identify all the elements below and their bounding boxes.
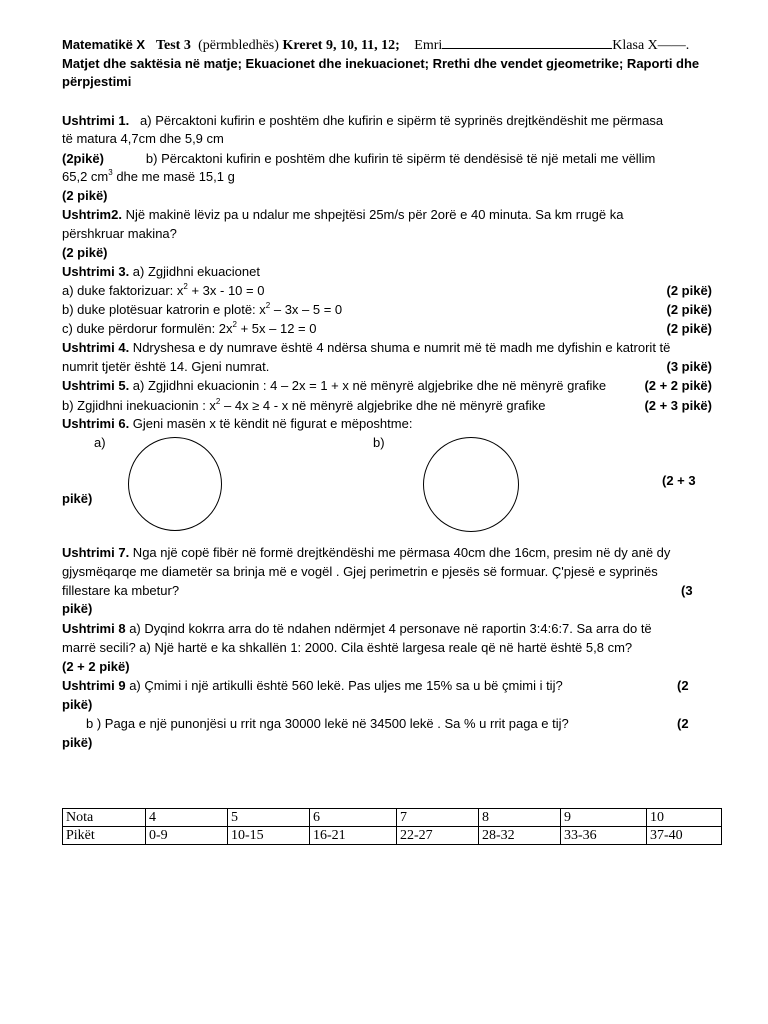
ex6-circle-b	[423, 437, 519, 532]
test-chapters: Kreret 9, 10, 11, 12;	[282, 38, 400, 53]
ex9-a	[62, 677, 563, 695]
grades-cell: 16-21	[310, 827, 397, 845]
ex1-a-line-1	[62, 112, 663, 130]
topics-line-2: përpjestimi	[62, 74, 132, 89]
ex3-c-equation: + 5x – 12 = 0	[236, 321, 317, 336]
ex3-c-points: (2 pikë)	[666, 321, 712, 336]
ex3-b-equation: – 3x – 5 = 0	[270, 302, 343, 317]
ex5-title: Ushtrimi 5.	[62, 378, 130, 393]
test-summary: (përmbledhës)	[198, 38, 279, 53]
grades-row-nota	[63, 809, 722, 827]
grades-cell: 33-36	[561, 827, 647, 845]
ex9-title: Ushtrimi 9	[62, 678, 126, 693]
test-title: Test 3	[155, 38, 191, 53]
name-label: Emri	[414, 38, 443, 53]
ex5-b-sup: 2	[215, 396, 221, 406]
ex8-line-1	[62, 620, 652, 638]
ex9-a-text: a) Çmimi i një artikulli është 560 lekë. Pas uljes me 15% sa u bë çmimi i tij?	[125, 678, 563, 693]
ex6-label-b: b)	[373, 435, 385, 450]
ex9-b: b ) Paga e një punonjësi u rrit nga 30000 lekë në 34500 lekë . Sa % u rrit paga e tij?	[86, 716, 569, 731]
ex7-title: Ushtrimi 7.	[62, 545, 130, 560]
ex6-circle-a	[128, 437, 222, 531]
grades-cell: 6	[310, 809, 397, 827]
ex3-a-equation: + 3x - 10 = 0	[187, 283, 265, 298]
ex9-b-points-2: pikë)	[62, 735, 93, 750]
grades-header-piket: Pikët	[63, 827, 146, 845]
ex3-a-sup: 2	[183, 281, 188, 291]
ex4-text: Ndryshesa e dy numrave është 4 ndërsa shuma e numrit më të madh me dyfishin e katrorit të	[129, 340, 671, 355]
ex2-title: Ushtrim2.	[62, 207, 122, 222]
ex3-a-text: a) duke faktorizuar: x	[62, 283, 184, 298]
ex3-c	[62, 320, 317, 338]
ex6-title: Ushtrimi 6.	[62, 416, 130, 431]
ex7-text: Nga një copë fibër në formë drejtkëndëshi me përmasa 40cm dhe 16cm, presim në dy anë dy	[129, 545, 671, 560]
ex6-line	[62, 415, 412, 433]
ex5-b-points: (2 + 3 pikë)	[644, 398, 712, 413]
class-label: Klasa X	[612, 38, 658, 53]
grades-cell: 4	[146, 809, 228, 827]
ex3-intro	[62, 263, 260, 281]
ex1-b-line-2	[62, 168, 235, 186]
ex1-b-line-1	[62, 150, 655, 168]
ex1-title: Ushtrimi 1.	[62, 113, 130, 128]
ex1-b-sup: 3	[108, 167, 113, 177]
ex3-b-points: (2 pikë)	[666, 302, 712, 317]
ex4-line-2: numrit tjetër është 14. Gjeni numrat.	[62, 359, 270, 374]
ex1-a-line-2: të matura 4,7cm dhe 5,9 cm	[62, 131, 224, 146]
ex2-text: Një makinë lëviz pa u ndalur me shpejtësi 25m/s për 2orë e 40 minuta. Sa km rrugë ka	[121, 207, 624, 222]
subject-title: Matematikë X	[62, 37, 146, 52]
topics-line-1: Matjet dhe saktësia në matje; Ekuacionet dhe inekuacionet; Rrethi dhe vendet gjeometrike; Raporti dhe	[62, 56, 700, 71]
ex8-text: a) Dyqind kokrra arra do të ndahen ndërmjet 4 personave në raportin 3:4:6:7. Sa arra do të	[125, 621, 652, 636]
ex1-points-b: (2 pikë)	[62, 188, 108, 203]
grades-table	[62, 808, 722, 845]
ex1-b-mass: dhe me masë 15,1 g	[112, 169, 235, 184]
header-line	[62, 36, 689, 55]
grades-cell: 10-15	[228, 827, 310, 845]
ex9-b-points-1: (2	[677, 716, 689, 731]
name-blank-line	[442, 36, 612, 49]
ex2-line-2: përshkruar makina?	[62, 226, 177, 241]
ex3-title: Ushtrimi 3.	[62, 264, 130, 279]
ex7-line-1	[62, 544, 670, 562]
grades-cell: 0-9	[146, 827, 228, 845]
ex1-points-a: (2pikë)	[62, 151, 104, 166]
grades-header-nota: Nota	[63, 809, 146, 827]
ex5-b-inequality: – 4x ≥ 4 - x në mënyrë algjebrike dhe në mënyrë grafike	[220, 398, 546, 413]
ex3-c-sup: 2	[232, 319, 237, 329]
ex2-line-1	[62, 206, 623, 224]
ex3-b	[62, 301, 342, 319]
class-line: ——.	[657, 38, 690, 53]
ex7-line-2: gjysmëqarqe me diametër sa brinja më e vogël . Gjej perimetrin e pjesës së formuar. Ç'pjesë e syprinës	[62, 564, 658, 579]
grades-cell: 5	[228, 809, 310, 827]
ex5-b-text: b) Zgjidhni inekuacionin : x	[62, 398, 216, 413]
ex9-a-points-1: (2	[677, 678, 689, 693]
ex3-a-points: (2 pikë)	[666, 283, 712, 298]
ex3-c-text: c) duke përdorur formulën: 2x	[62, 321, 233, 336]
ex5-a	[62, 377, 606, 395]
ex6-points-2: pikë)	[62, 491, 93, 506]
ex8-line-2: marrë secili? a) Një hartë e ka shkallën 1: 2000. Cila është largesa reale që në hartë është 5,8 cm?	[62, 640, 633, 655]
grades-cell: 7	[397, 809, 479, 827]
ex7-points-2: pikë)	[62, 601, 93, 616]
grades-cell: 10	[647, 809, 722, 827]
ex6-label-a: a)	[94, 435, 106, 450]
ex3-b-sup: 2	[265, 300, 271, 310]
ex4-title: Ushtrimi 4.	[62, 340, 130, 355]
grades-cell: 8	[479, 809, 561, 827]
ex7-line-3: fillestare ka mbetur?	[62, 583, 180, 598]
ex8-points: (2 + 2 pikë)	[62, 659, 130, 674]
grades-cell: 28-32	[479, 827, 561, 845]
ex3-a	[62, 282, 264, 300]
ex1-b-volume: 65,2 cm	[62, 169, 109, 184]
ex6-text: Gjeni masën x të këndit në figurat e mëposhtme:	[129, 416, 413, 431]
ex5-a-points: (2 + 2 pikë)	[644, 378, 712, 393]
ex1-a-text: a) Përcaktoni kufirin e poshtëm dhe kufirin e sipërm të syprinës drejtkëndëshit me përmasa	[140, 113, 664, 128]
ex1-b-text: b) Përcaktoni kufirin e poshtëm dhe kufirin të sipërm të dendësisë të një metali me vëllim	[145, 151, 656, 166]
ex5-a-text: a) Zgjidhni ekuacionin : 4 – 2x = 1 + x në mënyrë algjebrike dhe në mënyrë grafike	[129, 378, 607, 393]
grades-cell: 37-40	[647, 827, 722, 845]
ex8-title: Ushtrimi 8	[62, 621, 126, 636]
ex5-b	[62, 397, 545, 415]
ex4-points: (3 pikë)	[666, 359, 712, 374]
ex3-b-text: b) duke plotësuar katrorin e plotë: x	[62, 302, 266, 317]
ex6-points-1: (2 + 3	[662, 473, 696, 488]
grades-cell: 22-27	[397, 827, 479, 845]
ex4-line-1	[62, 339, 670, 357]
ex3-intro-text: a) Zgjidhni ekuacionet	[129, 264, 260, 279]
grades-row-piket	[63, 827, 722, 845]
grades-cell: 9	[561, 809, 647, 827]
ex7-points-1: (3	[681, 583, 693, 598]
ex9-a-points-2: pikë)	[62, 697, 93, 712]
ex2-points: (2 pikë)	[62, 245, 108, 260]
